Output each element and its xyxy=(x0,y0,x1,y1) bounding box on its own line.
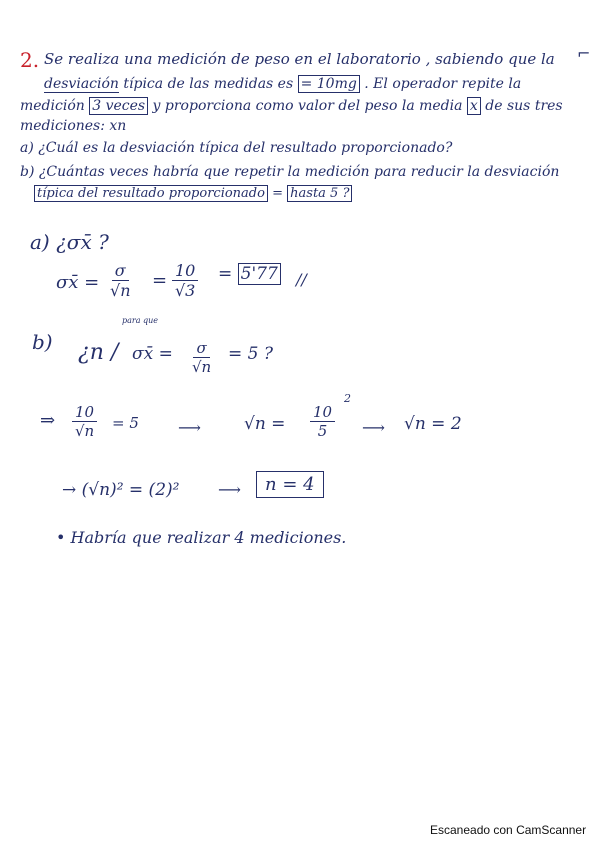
part-b-note: para que xyxy=(122,316,159,325)
part-a-lhs: σx̄ = xyxy=(56,272,100,293)
fraction-denominator: √n xyxy=(110,281,131,301)
problem-line-3 xyxy=(20,98,563,114)
part-a-result: = 5'77 xyxy=(218,264,281,284)
part-a-fraction-2 xyxy=(172,262,198,301)
step2-cancel-mark: 2 xyxy=(344,392,351,405)
fraction-denominator: 5 xyxy=(317,422,328,441)
step4-result xyxy=(256,474,324,495)
scanner-footer: Escaneado con CamScanner xyxy=(430,823,587,837)
tipica-text: típica de las medidas es xyxy=(123,76,294,92)
fraction-denominator: √n xyxy=(74,422,95,441)
question-b-line-2: típica del resultado proporcionado = hasta 5 ? xyxy=(34,186,352,201)
target-value-box: hasta 5 ? xyxy=(287,185,352,202)
fraction-numerator: 10 xyxy=(172,262,198,281)
fraction-numerator: σ xyxy=(112,262,129,281)
medicion-word: medición xyxy=(20,98,85,114)
part-a-end-mark: // xyxy=(296,270,307,289)
conclusion: • Habría que realizar 4 mediciones. xyxy=(56,528,347,547)
part-b-rhs: = 5 ? xyxy=(228,344,273,364)
part-b-label: b) xyxy=(32,330,53,354)
step1-rhs: = 5 xyxy=(112,414,139,432)
step3: √n = 2 xyxy=(404,414,462,434)
part-b-question: ¿n / xyxy=(78,340,119,365)
fraction-denominator: √n xyxy=(192,358,212,377)
arrow-icon: ⟶ xyxy=(178,418,201,437)
check-mark: ⌐ xyxy=(577,44,591,63)
step1-fraction xyxy=(72,404,97,440)
part-a-fraction-1 xyxy=(110,262,131,301)
arrow-icon: ⟶ xyxy=(218,480,241,499)
part-b-lhs: σx̄ = xyxy=(132,344,173,364)
part-b-fraction xyxy=(192,340,211,376)
operator-text: . El operador repite la xyxy=(364,76,522,92)
arrow-icon: ⟶ xyxy=(362,418,385,437)
problem-number: 2. xyxy=(20,48,40,72)
step2-fraction xyxy=(310,404,335,440)
part-a-label: a) ¿σx̄ ? xyxy=(30,230,109,254)
media-text: y proporciona como valor del peso la media xyxy=(152,98,463,114)
problem-line-4: mediciones: xn xyxy=(20,118,127,134)
final-result-box: n = 4 xyxy=(256,471,324,498)
tres-text: de sus tres xyxy=(485,98,563,114)
step1-arrow: ⇒ xyxy=(40,410,56,431)
desviacion-word: desviación xyxy=(44,76,119,92)
fraction-numerator: 10 xyxy=(310,404,335,422)
fraction-numerator: 10 xyxy=(72,404,97,422)
repetitions-box: 3 veces xyxy=(89,97,148,115)
question-b-line-1: b) ¿Cuántas veces habría que repetir la medición para reducir la desviación xyxy=(20,164,560,180)
problem-line-1: Se realiza una medición de peso en el laboratorio , sabiendo que la xyxy=(44,50,555,68)
question-a: a) ¿Cuál es la desviación típica del resultado proporcionado? xyxy=(20,140,453,156)
part-a-equals: = xyxy=(152,270,168,291)
sigma-value-box: = 10mg xyxy=(298,75,360,93)
step4: → (√n)² = (2)² xyxy=(62,480,180,500)
part-a-result-box: 5'77 xyxy=(238,263,281,285)
step2-lhs: √n = xyxy=(244,414,286,434)
fraction-denominator: √3 xyxy=(174,281,196,301)
fraction-numerator: σ xyxy=(193,340,209,358)
tipica-resultado-text: típica del resultado proporcionado xyxy=(34,185,268,202)
problem-line-2 xyxy=(44,76,521,92)
xbar-box: $\overline{x}$ xyxy=(467,97,481,115)
